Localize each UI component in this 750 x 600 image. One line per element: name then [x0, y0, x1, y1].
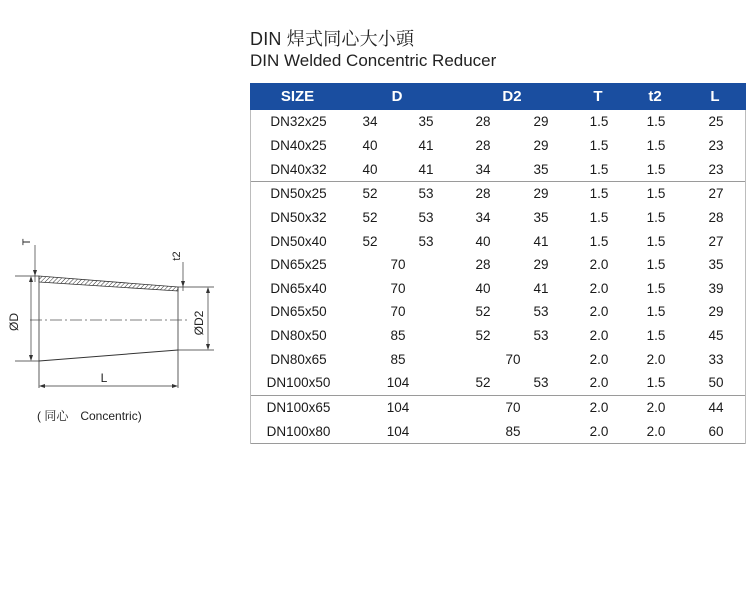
cell-d2-max: 41	[533, 233, 549, 249]
caption-english: Concentric)	[80, 409, 142, 423]
cell-d-min: 52	[362, 209, 378, 225]
cell-d2-max: 35	[533, 209, 549, 225]
cell-l: 28	[708, 209, 724, 225]
cell-d2: 85	[505, 423, 521, 439]
cell-d-min: 34	[362, 114, 378, 130]
cell-t: 1.5	[589, 209, 609, 225]
cell-d2-max: 53	[533, 328, 549, 344]
cell-t: 1.5	[589, 114, 609, 130]
header-l: L	[710, 88, 720, 105]
t2-arrow	[181, 281, 185, 287]
cell-d-min: 52	[362, 186, 378, 202]
cell-size: DN100x50	[266, 375, 331, 391]
caption-chinese: ( 同心	[37, 409, 69, 423]
cell-t: 1.5	[589, 161, 609, 177]
cell-d-max: 41	[418, 161, 434, 177]
cell-t2: 1.5	[646, 186, 666, 202]
cell-t: 1.5	[589, 186, 609, 202]
cell-t: 2.0	[589, 423, 609, 439]
cell-l: 29	[708, 304, 724, 320]
cell-d2-max: 35	[533, 161, 549, 177]
cell-d-max: 53	[418, 209, 434, 225]
cell-d: 104	[386, 423, 410, 439]
cell-t: 2.0	[589, 280, 609, 296]
od-arrow-top	[29, 276, 33, 282]
table-row	[251, 253, 745, 277]
cell-d2: 70	[505, 400, 521, 415]
cell-size: DN65x40	[270, 280, 327, 296]
header-d2: D2	[502, 88, 522, 105]
header-t2: t2	[648, 88, 662, 105]
cell-d-max: 35	[418, 114, 434, 130]
t-label: T	[21, 238, 33, 246]
table-row	[251, 229, 745, 253]
cell-d-min: 40	[362, 137, 378, 153]
cell-d: 70	[390, 257, 406, 273]
table-row	[251, 371, 745, 395]
cell-d-max: 41	[418, 137, 434, 153]
cell-d: 70	[390, 304, 406, 320]
cell-l: 27	[708, 186, 724, 202]
cell-d2-min: 34	[475, 161, 491, 177]
cell-d: 104	[386, 375, 410, 391]
table-row	[251, 395, 745, 420]
cell-t2: 1.5	[646, 233, 666, 249]
cell-d2-min: 52	[475, 375, 491, 391]
cell-t2: 1.5	[646, 304, 666, 320]
table-row	[251, 276, 745, 300]
cell-t2: 2.0	[646, 423, 666, 439]
cell-l: 27	[708, 233, 724, 249]
cell-d-max: 53	[418, 233, 434, 249]
cell-t2: 1.5	[646, 328, 666, 344]
spec-table	[250, 83, 746, 444]
table-header	[250, 83, 746, 110]
cell-t: 1.5	[589, 137, 609, 153]
table-row	[251, 157, 745, 181]
cell-l: 45	[708, 328, 724, 344]
cell-l: 35	[708, 257, 724, 273]
cell-size: DN50x25	[270, 186, 327, 202]
cell-t: 2.0	[589, 375, 609, 391]
reducer-bottom-wall	[39, 350, 178, 361]
cell-size: DN65x25	[270, 257, 327, 273]
cell-size: DN100x65	[266, 400, 331, 415]
cell-l: 23	[708, 161, 724, 177]
reducer-top-wall	[39, 276, 178, 291]
cell-t2: 1.5	[646, 280, 666, 296]
cell-t2: 2.0	[646, 400, 666, 415]
cell-t: 2.0	[589, 328, 609, 344]
cell-size: DN100x80	[266, 423, 331, 439]
table-row	[251, 181, 745, 206]
table-row	[251, 324, 745, 348]
diagram-caption	[37, 407, 142, 424]
cell-d2-max: 41	[533, 280, 549, 296]
cell-d2-min: 52	[475, 328, 491, 344]
cell-d2-min: 28	[475, 186, 491, 202]
l-arrow-left	[39, 384, 45, 388]
reducer-diagram	[0, 225, 240, 405]
cell-size: DN80x65	[270, 351, 327, 367]
cell-t2: 2.0	[646, 351, 666, 367]
t-arrow	[33, 270, 37, 276]
cell-d2-max: 53	[533, 304, 549, 320]
cell-l: 44	[708, 400, 724, 415]
cell-d2-max: 53	[533, 375, 549, 391]
cell-d-min: 52	[362, 233, 378, 249]
cell-d2-min: 28	[475, 137, 491, 153]
page-subtitle: DIN Welded Concentric Reducer	[250, 51, 497, 70]
od2-label: ØD2	[192, 310, 206, 336]
header-t: T	[593, 88, 603, 105]
cell-d-min: 40	[362, 161, 378, 177]
od2-arrow-top	[206, 287, 210, 293]
cell-d: 85	[390, 328, 406, 344]
cell-l: 60	[708, 423, 724, 439]
cell-t: 2.0	[589, 400, 609, 415]
cell-size: DN32x25	[270, 114, 327, 130]
od2-arrow-bottom	[206, 344, 210, 350]
header-size: SIZE	[280, 88, 315, 105]
cell-l: 25	[708, 114, 724, 130]
cell-t2: 1.5	[646, 375, 666, 391]
cell-d2-max: 29	[533, 137, 549, 153]
cell-t: 2.0	[589, 351, 609, 367]
cell-size: DN40x32	[270, 161, 327, 177]
table-row	[251, 134, 745, 158]
t2-label: t2	[171, 251, 183, 261]
cell-d2-max: 29	[533, 114, 549, 130]
cell-d2-min: 40	[475, 280, 491, 296]
l-arrow-right	[172, 384, 178, 388]
cell-t2: 1.5	[646, 137, 666, 153]
cell-size: DN80x50	[270, 328, 327, 344]
cell-d: 85	[390, 351, 406, 367]
cell-d2-min: 52	[475, 304, 491, 320]
cell-size: DN50x40	[270, 233, 327, 249]
cell-t2: 1.5	[646, 161, 666, 177]
cell-size: DN65x50	[270, 304, 327, 320]
table-row	[251, 347, 745, 371]
cell-l: 39	[708, 280, 724, 296]
cell-l: 50	[708, 375, 724, 391]
cell-t: 2.0	[589, 257, 609, 273]
cell-d-max: 53	[418, 186, 434, 202]
od-label: ØD	[7, 313, 21, 331]
cell-l: 23	[708, 137, 724, 153]
od-arrow-bottom	[29, 355, 33, 361]
cell-t2: 1.5	[646, 114, 666, 130]
cell-d2: 70	[505, 351, 521, 367]
table-body	[250, 110, 746, 444]
cell-t2: 1.5	[646, 209, 666, 225]
table-row	[251, 110, 745, 134]
cell-d2-min: 28	[475, 257, 491, 273]
cell-d2-max: 29	[533, 257, 549, 273]
cell-t: 2.0	[589, 304, 609, 320]
page-title: DIN 焊式同心大小頭	[250, 29, 415, 49]
cell-size: DN40x25	[270, 137, 327, 153]
header-d: D	[391, 88, 403, 105]
table-row	[251, 419, 745, 444]
cell-d2-min: 34	[475, 209, 491, 225]
table-row	[251, 300, 745, 324]
cell-d: 70	[390, 280, 406, 296]
cell-d2-min: 28	[475, 114, 491, 130]
table-row	[251, 206, 745, 230]
cell-d: 104	[386, 400, 410, 415]
cell-size: DN50x32	[270, 209, 327, 225]
cell-d2-min: 40	[475, 233, 491, 249]
l-label: L	[100, 371, 108, 385]
cell-l: 33	[708, 351, 724, 367]
cell-t: 1.5	[589, 233, 609, 249]
cell-t2: 1.5	[646, 257, 666, 273]
cell-d2-max: 29	[533, 186, 549, 202]
